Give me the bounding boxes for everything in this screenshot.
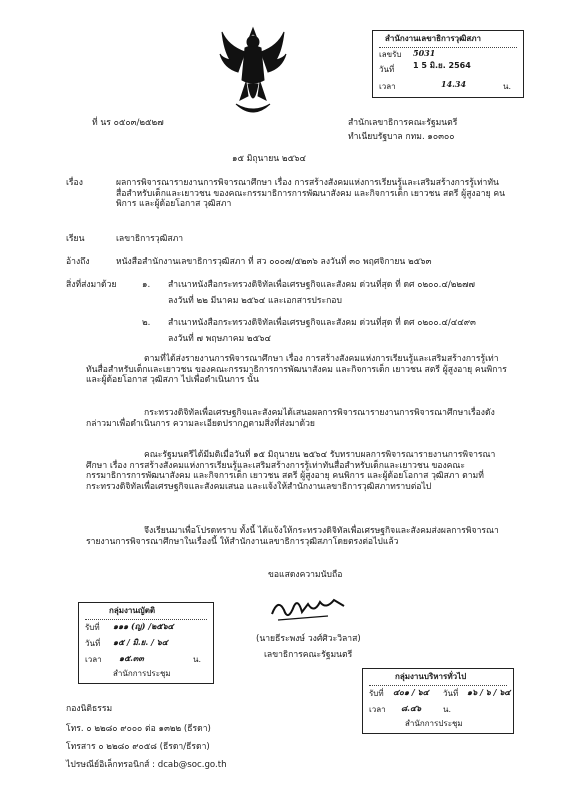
- garuda-emblem-icon: [218, 24, 288, 124]
- right-stamp-title: กลุ่มงานบริหารทั่วไป: [395, 672, 467, 681]
- stamp-time-suffix: น.: [503, 82, 512, 91]
- left-stamp-receipt-value: ๑๑๑ (ญ) /๒๕๖๔: [113, 621, 174, 631]
- enclosure-item-2-line1: สำเนาหนังสือกระทรวงดิจิทัลเพื่อเศรษฐกิจและสังคม ด่วนที่สุด ที่ ดศ ๐๒๐๐.๔/๔๔๙๓: [168, 318, 476, 328]
- reference-label: อ้างถึง: [66, 257, 90, 267]
- recipient-label: เรียน: [66, 234, 85, 244]
- stamp-time-label: เวลา: [379, 82, 396, 91]
- right-stamp-date-label: วันที่: [443, 689, 459, 698]
- handwritten-signature-icon: [268, 594, 348, 626]
- subject-label: เรื่อง: [66, 178, 83, 188]
- signatory-name: (นายธีระพงษ์ วงศ์ศิวะวิลาส): [256, 634, 361, 644]
- sender-office: สำนักเลขาธิการคณะรัฐมนตรี: [348, 118, 458, 128]
- left-stamp-date-value: ๑๕ / มิ.ย. / ๖๔: [113, 637, 168, 647]
- right-stamp-time-suffix: น.: [443, 705, 452, 714]
- left-stamp-time-suffix: น.: [193, 655, 202, 664]
- footer-division: กองนิติธรรม: [66, 704, 113, 714]
- footer-fax: โทรสาร ๐ ๒๒๘๐ ๙๐๕๘ (ธีรดา/ธีรดา): [66, 742, 210, 752]
- body-paragraph-1: ตามที่ได้ส่งรายงานการพิจารณาศึกษา เรื่อง การสร้างสังคมแห่งการเรียนรู้และเสริมสร้างการรู้เท่าทันสื่อสำหรับเด็กและเยาวชน ของคณะกรรมาธิการการพัฒนาสังคม และกิจการเด็ก เยาวชน สตรี ผู้สูงอายุ คนพิการ และผู้ด้อยโอกาส วุฒิสภา ไปเพื่อดำเนินการ นั้น: [86, 354, 507, 386]
- reference-text: หนังสือสำนักงานเลขาธิการวุฒิสภา ที่ สว ๐๐๐๗/๕๒๓๖ ลงวันที่ ๓๐ พฤศจิกายน ๒๕๖๓: [116, 257, 432, 267]
- sender-address: ทำเนียบรัฐบาล กทม. ๑๐๓๐๐: [348, 132, 455, 142]
- body-paragraph-4: จึงเรียนมาเพื่อโปรดทราบ ทั้งนี้ ได้แจ้งให้กระทรวงดิจิทัลเพื่อเศรษฐกิจและสังคมส่งผลการพิจารณารายงานการพิจารณาศึกษาในเรื่องนี้ ให้สำนักงานเลขาธิการวุฒิสภาโดยตรงต่อไปแล้ว: [86, 526, 499, 547]
- body-paragraph-3: คณะรัฐมนตรีได้มีมติเมื่อวันที่ ๑๕ มิถุนายน ๒๕๖๔ รับทราบผลการพิจารณารายงานการพิจารณาศึกษา เรื่อง การสร้างสังคมแห่งการเรียนรู้และเสริมสร้างการรู้เท่าทันสื่อสำหรับเด็กและเยาวชน ของคณะกรรมาธิการการพัฒนาสังคม และกิจการเด็ก เยาวชน สตรี ผู้สูงอายุ คนพิการ และผู้ด้อยโอกาส วุฒิสภา ตามที่กระทรวงดิจิทัลเพื่อเศรษฐกิจและสังคมเสนอ และแจ้งให้สำนักงานเลขาธิการวุฒิสภาทราบต่อไป: [86, 450, 496, 493]
- left-stamp-receipt-label: รับที่: [85, 623, 100, 632]
- footer-email: ไปรษณีย์อิเล็กทรอนิกส์ : dcab@soc.go.th: [66, 760, 227, 770]
- enclosure-item-1-line1: สำเนาหนังสือกระทรวงดิจิทัลเพื่อเศรษฐกิจและสังคม ด่วนที่สุด ที่ ดศ ๐๒๐๐.๔/๒๒๗๗: [168, 280, 476, 290]
- left-stamp-title: กลุ่มงานญัตติ: [109, 606, 156, 615]
- footer-phone: โทร. ๐ ๒๒๘๐ ๙๐๐๐ ต่อ ๑๓๒๒ (ธีรดา): [66, 724, 211, 734]
- stamp-receipt-label: เลขรับ: [379, 50, 402, 59]
- enclosures-label: สิ่งที่ส่งมาด้วย: [66, 280, 117, 290]
- stamp-time-value: 14.34: [441, 79, 467, 89]
- stamp-date-label: วันที่: [379, 65, 395, 74]
- general-admin-stamp: [362, 668, 514, 734]
- body-paragraph-2: กระทรวงดิจิทัลเพื่อเศรษฐกิจและสังคมได้เสนอผลการพิจารณารายงานการพิจารณาศึกษาเรื่องดังกล่าวมาเพื่อดำเนินการ ความละเอียดปรากฏตามสิ่งที่ส่งมาด้วย: [86, 408, 495, 429]
- senate-receipt-stamp: [372, 30, 524, 98]
- right-stamp-time-label: เวลา: [369, 705, 386, 714]
- left-stamp-office: สำนักการประชุม: [113, 669, 171, 678]
- right-stamp-office: สำนักการประชุม: [405, 719, 463, 728]
- stamp-office: สำนักงานเลขาธิการวุฒิสภา: [385, 34, 482, 43]
- enclosure-item-2-line2: ลงวันที่ ๗ พฤษภาคม ๒๕๖๔: [168, 334, 272, 344]
- left-stamp-time-value: ๑๕.๓๓: [119, 653, 144, 663]
- left-stamp-time-label: เวลา: [85, 655, 102, 664]
- stamp-receipt-value: 5031: [413, 48, 436, 58]
- left-stamp-date-label: วันที่: [85, 639, 101, 648]
- right-stamp-time-value: ๘.๔๖: [401, 703, 422, 713]
- signatory-title: เลขาธิการคณะรัฐมนตรี: [264, 650, 353, 660]
- enclosure-item-1-num: ๑.: [142, 280, 151, 290]
- motion-group-stamp: [78, 602, 214, 684]
- closing-phrase: ขอแสดงความนับถือ: [268, 570, 343, 580]
- right-stamp-receipt-value: ๔๐๑ / ๖๔: [393, 687, 429, 697]
- enclosure-item-2-num: ๒.: [142, 318, 151, 328]
- subject-text: ผลการพิจารณารายงานการพิจารณาศึกษา เรื่อง การสร้างสังคมแห่งการเรียนรู้และเสริมสร้างการรู้เท่าทันสื่อสำหรับเด็กและเยาวชน ของคณะกรรมาธิการการพัฒนาสังคม และกิจการเด็ก เยาวชน สตรี ผู้สูงอายุ คนพิการ และผู้ด้อยโอกาส วุฒิสภา: [116, 178, 506, 210]
- stamp-date-value: 1 5 มิ.ย. 2564: [413, 61, 471, 70]
- right-stamp-receipt-label: รับที่: [369, 689, 384, 698]
- document-number: ที่ นร ๐๕๐๓/๒๕๒๗: [92, 118, 164, 128]
- right-stamp-date-value: ๑๖ / ๖ / ๖๔: [467, 687, 511, 697]
- enclosure-item-1-line2: ลงวันที่ ๒๒ มีนาคม ๒๕๖๔ และเอกสารประกอบ: [168, 296, 342, 306]
- document-date: ๑๕ มิถุนายน ๒๕๖๔: [232, 154, 307, 164]
- recipient-text: เลขาธิการวุฒิสภา: [116, 234, 184, 244]
